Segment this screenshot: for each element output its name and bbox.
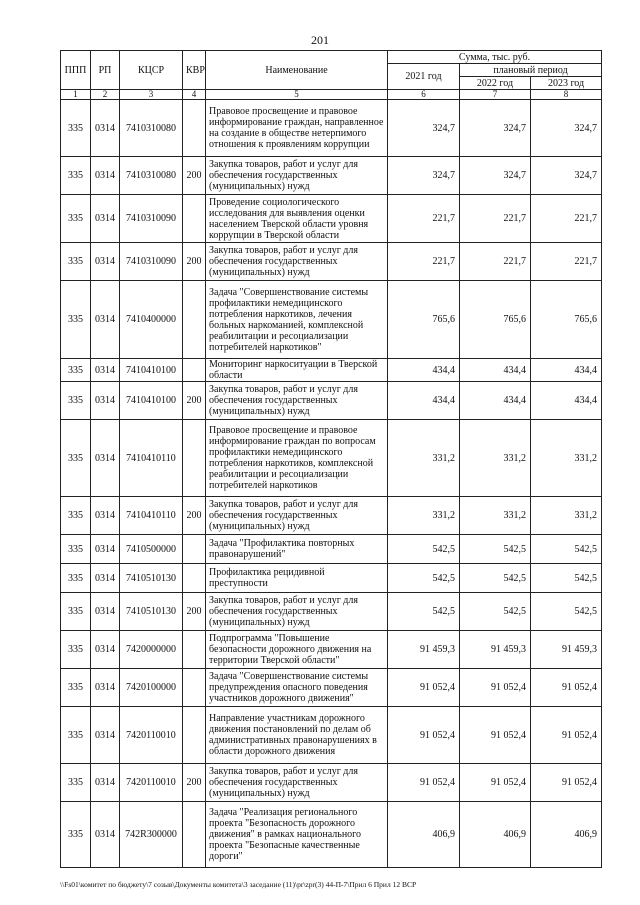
cell-kvr [183, 631, 206, 669]
cell-2022: 91 459,3 [460, 631, 531, 669]
cell-name: Мониторинг наркоситуации в Тверской области [206, 359, 388, 382]
cell-kcsr: 7410310090 [120, 243, 183, 281]
cell-2022: 331,2 [460, 497, 531, 535]
cell-2022: 91 052,4 [460, 669, 531, 707]
cell-kvr: 200 [183, 382, 206, 420]
cell-kcsr: 7410310080 [120, 100, 183, 157]
cell-name: Задача "Совершенствование системы профилактики немедицинского потребления наркотиков, лечения больных наркоманией, комплексной реабилитации и ресоциализации потребителей наркотиков" [206, 281, 388, 359]
column-number: 7 [460, 90, 531, 100]
cell-name: Закупка товаров, работ и услуг для обеспечения государственных (муниципальных) нужд [206, 593, 388, 631]
cell-2021: 91 459,3 [388, 631, 460, 669]
cell-2021: 91 052,4 [388, 764, 460, 802]
cell-2023: 406,9 [531, 802, 602, 868]
header-kcsr: КЦСР [120, 51, 183, 90]
cell-2021: 434,4 [388, 359, 460, 382]
table-row [61, 157, 602, 195]
cell-ppp: 335 [61, 497, 91, 535]
table-row [61, 669, 602, 707]
cell-2022: 324,7 [460, 157, 531, 195]
cell-name: Проведение социологического исследования для выявления оценки населением Тверской области уровня коррупции в Тверской области [206, 195, 388, 243]
cell-ppp: 335 [61, 707, 91, 764]
cell-rp: 0314 [91, 157, 120, 195]
cell-rp: 0314 [91, 382, 120, 420]
cell-2022: 91 052,4 [460, 707, 531, 764]
cell-2022: 434,4 [460, 359, 531, 382]
cell-kvr [183, 195, 206, 243]
cell-ppp: 335 [61, 802, 91, 868]
header-2021: 2021 год [388, 64, 460, 90]
cell-ppp: 335 [61, 195, 91, 243]
cell-rp: 0314 [91, 564, 120, 593]
cell-ppp: 335 [61, 157, 91, 195]
header-name: Наименование [206, 51, 388, 90]
cell-rp: 0314 [91, 281, 120, 359]
cell-ppp: 335 [61, 631, 91, 669]
table-row [61, 382, 602, 420]
cell-2022: 542,5 [460, 564, 531, 593]
column-number: 1 [61, 90, 91, 100]
cell-kcsr: 7410410110 [120, 497, 183, 535]
header-plan-period: плановый период [460, 64, 602, 77]
table-body [61, 100, 602, 868]
cell-2021: 324,7 [388, 157, 460, 195]
cell-kvr: 200 [183, 593, 206, 631]
cell-kvr [183, 281, 206, 359]
cell-2022: 542,5 [460, 535, 531, 564]
column-number: 3 [120, 90, 183, 100]
cell-2023: 331,2 [531, 420, 602, 497]
cell-2021: 331,2 [388, 420, 460, 497]
cell-2023: 91 052,4 [531, 764, 602, 802]
cell-kvr [183, 535, 206, 564]
cell-name: Закупка товаров, работ и услуг для обеспечения государственных (муниципальных) нужд [206, 157, 388, 195]
table-row [61, 420, 602, 497]
page-number: 201 [311, 33, 329, 47]
cell-2022: 542,5 [460, 593, 531, 631]
cell-2021: 331,2 [388, 497, 460, 535]
cell-ppp: 335 [61, 764, 91, 802]
cell-kvr: 200 [183, 243, 206, 281]
cell-2023: 542,5 [531, 535, 602, 564]
table-row [61, 764, 602, 802]
cell-name: Правовое просвещение и правовое информирование граждан, направленное на создание в обществе нетерпимого отношения к проявлениям коррупции [206, 100, 388, 157]
cell-kcsr: 7410310090 [120, 195, 183, 243]
cell-2022: 765,6 [460, 281, 531, 359]
cell-ppp: 335 [61, 593, 91, 631]
table-row [61, 243, 602, 281]
table-row [61, 593, 602, 631]
table-row [61, 195, 602, 243]
cell-2023: 221,7 [531, 195, 602, 243]
column-number: 8 [531, 90, 602, 100]
cell-2023: 91 052,4 [531, 669, 602, 707]
cell-2021: 434,4 [388, 382, 460, 420]
budget-table [60, 50, 602, 868]
cell-kvr [183, 420, 206, 497]
header-rp: РП [91, 51, 120, 90]
cell-kcsr: 7410410110 [120, 420, 183, 497]
header-2023: 2023 год [531, 77, 602, 90]
cell-rp: 0314 [91, 631, 120, 669]
cell-2023: 91 052,4 [531, 707, 602, 764]
cell-rp: 0314 [91, 420, 120, 497]
cell-2021: 221,7 [388, 195, 460, 243]
cell-2022: 221,7 [460, 195, 531, 243]
cell-ppp: 335 [61, 243, 91, 281]
cell-rp: 0314 [91, 243, 120, 281]
cell-kcsr: 7420110010 [120, 707, 183, 764]
cell-2021: 324,7 [388, 100, 460, 157]
column-number-row [61, 90, 602, 100]
cell-2023: 542,5 [531, 564, 602, 593]
table-row [61, 707, 602, 764]
cell-kcsr: 7420110010 [120, 764, 183, 802]
column-number: 4 [183, 90, 206, 100]
cell-ppp: 335 [61, 420, 91, 497]
table-row [61, 359, 602, 382]
cell-2023: 765,6 [531, 281, 602, 359]
cell-name: Закупка товаров, работ и услуг для обеспечения государственных (муниципальных) нужд [206, 497, 388, 535]
cell-2021: 765,6 [388, 281, 460, 359]
cell-kcsr: 7420000000 [120, 631, 183, 669]
cell-2021: 91 052,4 [388, 669, 460, 707]
cell-kvr: 200 [183, 497, 206, 535]
cell-ppp: 335 [61, 100, 91, 157]
column-number: 2 [91, 90, 120, 100]
cell-rp: 0314 [91, 535, 120, 564]
cell-kvr [183, 564, 206, 593]
cell-kvr [183, 100, 206, 157]
cell-2021: 542,5 [388, 535, 460, 564]
cell-ppp: 335 [61, 281, 91, 359]
cell-2023: 221,7 [531, 243, 602, 281]
cell-ppp: 335 [61, 382, 91, 420]
cell-kcsr: 7410510130 [120, 564, 183, 593]
column-number: 6 [388, 90, 460, 100]
table-row [61, 564, 602, 593]
cell-kcsr: 742R300000 [120, 802, 183, 868]
cell-ppp: 335 [61, 535, 91, 564]
cell-name: Задача "Совершенствование системы предупреждения опасного поведения участников дорожного движения" [206, 669, 388, 707]
cell-kcsr: 7420100000 [120, 669, 183, 707]
cell-kvr [183, 802, 206, 868]
cell-ppp: 335 [61, 359, 91, 382]
cell-kvr: 200 [183, 157, 206, 195]
cell-rp: 0314 [91, 497, 120, 535]
cell-kcsr: 7410310080 [120, 157, 183, 195]
column-number: 5 [206, 90, 388, 100]
cell-kvr: 200 [183, 764, 206, 802]
cell-kcsr: 7410500000 [120, 535, 183, 564]
cell-name: Задача "Реализация регионального проекта "Безопасность дорожного движения" в рамках национального проекта "Безопасные качественные дороги" [206, 802, 388, 868]
table-row [61, 535, 602, 564]
header-kvr: КВР [183, 51, 206, 90]
cell-ppp: 335 [61, 669, 91, 707]
cell-kcsr: 7410510130 [120, 593, 183, 631]
cell-name: Подпрограмма "Повышение безопасности дорожного движения на территории Тверской области" [206, 631, 388, 669]
table-row [61, 802, 602, 868]
cell-rp: 0314 [91, 593, 120, 631]
cell-kvr [183, 669, 206, 707]
cell-rp: 0314 [91, 359, 120, 382]
cell-kcsr: 7410410100 [120, 382, 183, 420]
header-ppp: ППП [61, 51, 91, 90]
cell-2021: 542,5 [388, 593, 460, 631]
table-row [61, 631, 602, 669]
header-2022: 2022 год [460, 77, 531, 90]
cell-kvr [183, 359, 206, 382]
table-row [61, 281, 602, 359]
cell-2023: 324,7 [531, 157, 602, 195]
cell-name: Закупка товаров, работ и услуг для обеспечения государственных (муниципальных) нужд [206, 243, 388, 281]
cell-2022: 91 052,4 [460, 764, 531, 802]
cell-name: Задача "Профилактика повторных правонарушений" [206, 535, 388, 564]
cell-kcsr: 7410410100 [120, 359, 183, 382]
table-row [61, 100, 602, 157]
cell-name: Направление участникам дорожного движения постановлений по делам об административных правонарушениях в области дорожного движения [206, 707, 388, 764]
cell-name: Закупка товаров, работ и услуг для обеспечения государственных (муниципальных) нужд [206, 764, 388, 802]
cell-2023: 434,4 [531, 359, 602, 382]
cell-2022: 324,7 [460, 100, 531, 157]
cell-ppp: 335 [61, 564, 91, 593]
cell-kcsr: 7410400000 [120, 281, 183, 359]
cell-rp: 0314 [91, 764, 120, 802]
cell-2023: 542,5 [531, 593, 602, 631]
cell-2021: 542,5 [388, 564, 460, 593]
table-row [61, 497, 602, 535]
cell-rp: 0314 [91, 802, 120, 868]
cell-2022: 406,9 [460, 802, 531, 868]
cell-2021: 221,7 [388, 243, 460, 281]
cell-kvr [183, 707, 206, 764]
cell-rp: 0314 [91, 669, 120, 707]
cell-name: Закупка товаров, работ и услуг для обеспечения государственных (муниципальных) нужд [206, 382, 388, 420]
cell-2023: 324,7 [531, 100, 602, 157]
cell-2023: 434,4 [531, 382, 602, 420]
cell-2023: 331,2 [531, 497, 602, 535]
cell-2021: 406,9 [388, 802, 460, 868]
cell-rp: 0314 [91, 100, 120, 157]
cell-2023: 91 459,3 [531, 631, 602, 669]
cell-name: Правовое просвещение и правовое информирование граждан по вопросам профилактики немедицинского потребления наркотиков, комплексной реабилитации и ресоциализации потребителей наркотиков [206, 420, 388, 497]
cell-name: Профилактика рецидивной преступности [206, 564, 388, 593]
cell-rp: 0314 [91, 707, 120, 764]
header-sum: Сумма, тыс. руб. [388, 51, 602, 64]
file-path-footer: \\Fs01\комитет по бюджету\7 созыв\Документы комитета\3 заседание (11)\pr\zpr(3) 44-П-7\Прил 6 Прил 12 ВСР [60, 880, 417, 889]
cell-2022: 331,2 [460, 420, 531, 497]
cell-2021: 91 052,4 [388, 707, 460, 764]
cell-2022: 221,7 [460, 243, 531, 281]
cell-2022: 434,4 [460, 382, 531, 420]
cell-rp: 0314 [91, 195, 120, 243]
